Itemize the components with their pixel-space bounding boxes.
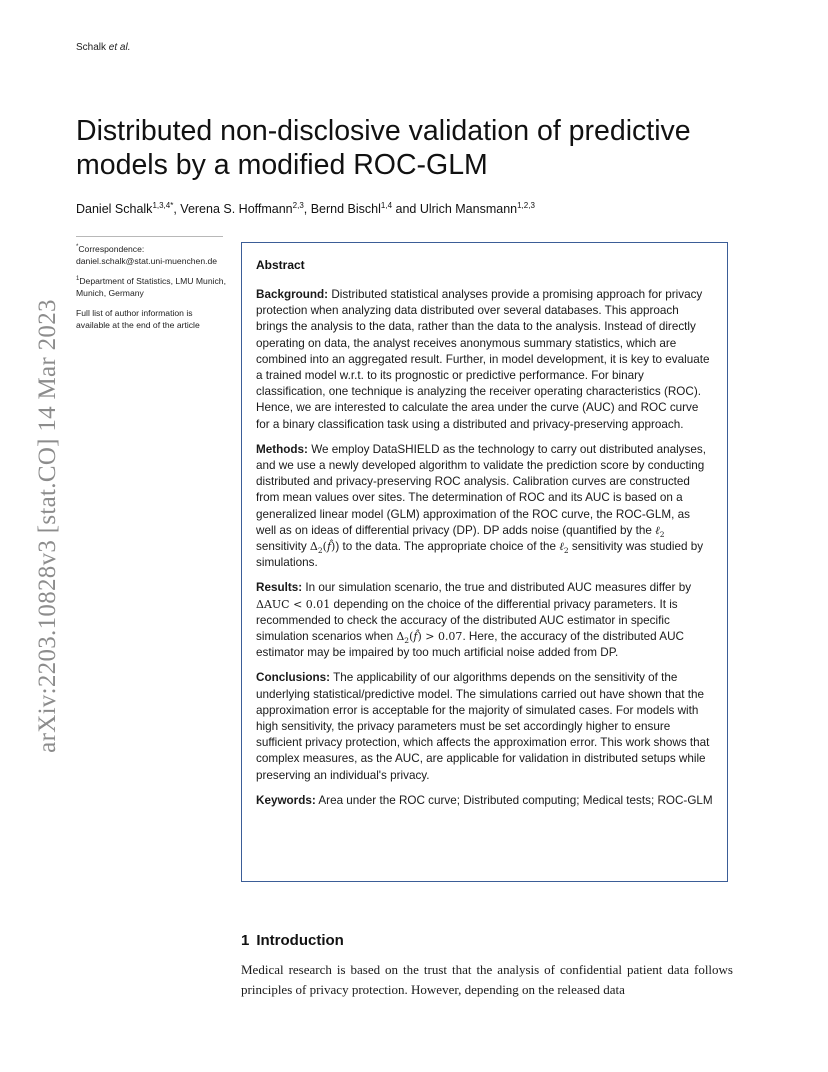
section-number: 1	[241, 932, 250, 949]
author-info-note: Full list of author information is available at the end of the article	[76, 308, 200, 330]
results-text: In our simulation scenario, the true and distributed AUC measures differ by	[305, 581, 692, 595]
author-name: Ulrich Mansmann	[419, 202, 518, 216]
conclusions-text: The applicability of our algorithms depends on the sensitivity of the underlying statistical/predictive model. The simulations carried out have shown that the approximation error is acceptable for the majority of simulated cases. For models with high sensitivity, the privacy parameters must be set accordingly higher to ensure sufficient privacy protection, which affects the approximation error. This work shows that complex measures, as the AUC, are applicable for validation in distributed setups while preserving an individual's privacy.	[256, 671, 710, 782]
abstract-background	[256, 287, 713, 433]
methods-text: ) to the data. The appropriate choice of the	[335, 540, 560, 554]
author-affiliation: 1,3,4*	[152, 200, 174, 210]
side-notes-rule	[76, 236, 223, 237]
correspondence-note	[76, 243, 226, 267]
results-text: . Here, the accuracy of the distributed AUC estimator may be impaired by too much artificial noise added from DP.	[256, 630, 684, 660]
author-affiliation: 1,2,3	[517, 200, 535, 210]
methods-label: Methods:	[256, 442, 308, 456]
l2-norm-math: ℓ$_2$	[559, 540, 569, 556]
author-separator: and	[392, 202, 420, 216]
results-text: depending on the choice of the differential privacy parameters. It is recommended to check the accuracy of the distributed AUC estimator in specific simulation scenarios when	[256, 597, 678, 644]
section-title: Introduction	[256, 932, 344, 949]
author-list	[76, 202, 535, 216]
affiliation-mark: 1	[76, 276, 80, 283]
paper-title: Distributed non-disclosive validation of predictive models by a modified ROC-GLM	[76, 115, 691, 181]
author-separator: ,	[303, 202, 311, 216]
sensitivity-threshold-math: $\Delta_2(f̂) > 0.07$	[396, 630, 463, 646]
abstract-methods	[256, 442, 713, 572]
correspondence-text: Correspondence: daniel.schalk@stat.uni-muenchen.de	[76, 244, 218, 266]
conclusions-label: Conclusions:	[256, 671, 331, 685]
background-label: Background:	[256, 288, 329, 301]
l2-norm-math: ℓ$_2$	[655, 523, 665, 540]
running-head-author: Schalk	[76, 42, 107, 53]
delta-auc-math: ΔAUC < 0.01	[256, 597, 331, 611]
keywords-label: Keywords:	[256, 793, 316, 807]
running-head-etal: et al.	[108, 42, 131, 53]
author-name: Bernd Bischl	[310, 202, 381, 216]
running-head	[76, 42, 130, 53]
correspondence-mark: *	[76, 244, 79, 251]
author-affiliation: 1,4	[380, 200, 393, 210]
abstract-conclusions	[256, 670, 713, 783]
keywords-text: Area under the ROC curve; Distributed computing; Medical tests; ROC-GLM	[318, 793, 713, 807]
author-name: Daniel Schalk	[76, 202, 153, 216]
section-heading-introduction	[241, 932, 344, 949]
introduction-paragraph: Medical research is based on the trust that the analysis of confidential patient data follows principles of privacy protection. However, depending on the released data	[241, 962, 733, 997]
side-notes	[76, 243, 226, 339]
arxiv-stamp: arXiv:2203.10828v3 [stat.CO] 14 Mar 2023	[34, 299, 61, 753]
abstract-results	[256, 580, 713, 661]
affiliation-text: Department of Statistics, LMU Munich, Munich, Germany	[76, 276, 226, 298]
author-name: Verena S. Hoffmann	[180, 202, 293, 216]
affiliation-note	[76, 275, 226, 299]
abstract-heading: Abstract	[256, 258, 305, 272]
methods-text: sensitivity	[256, 540, 310, 554]
results-label: Results:	[256, 581, 303, 595]
methods-text: sensitivity was studied by simulations.	[256, 540, 704, 570]
sensitivity-math: $\Delta_2(f̂)$	[309, 540, 336, 556]
methods-text: We employ DataSHIELD as the technology to carry out distributed analyses, and we use a newly developed algorithm to validate the prediction score by conducting distributed and privacy-preserving ROC analysis. Calibration curves are constructed from mean values over sites. The determination of ROC and its AUC is based on a generalized linear model (GLM) approximation of the ROC curve, the ROC-GLM, as well as on ideas of differential privacy (DP). DP adds noise (quantified by the	[256, 442, 706, 537]
author-separator: ,	[173, 202, 181, 216]
author-affiliation: 2,3	[292, 200, 304, 210]
abstract-keywords	[256, 793, 713, 809]
abstract-box	[241, 242, 728, 882]
background-text: Distributed statistical analyses provide a promising approach for privacy protection when analyzing data distributed over several databases. This approach brings the analysis to the data, rather than the data to the analysis. Instead of directly operating on data, the analyst receives anonymous summary statistics, which are combined into an aggregated result. Further, in model development, it is key to evaluate a trained model w.r.t. to its prognostic or predictive performance. For binary classification, one technique is analyzing the receiver operating characteristics (ROC). Hence, we are interested to calculate the area under the curve (AUC) and ROC curve for a binary classification task using a distributed and privacy-preserving approach.	[256, 288, 710, 431]
